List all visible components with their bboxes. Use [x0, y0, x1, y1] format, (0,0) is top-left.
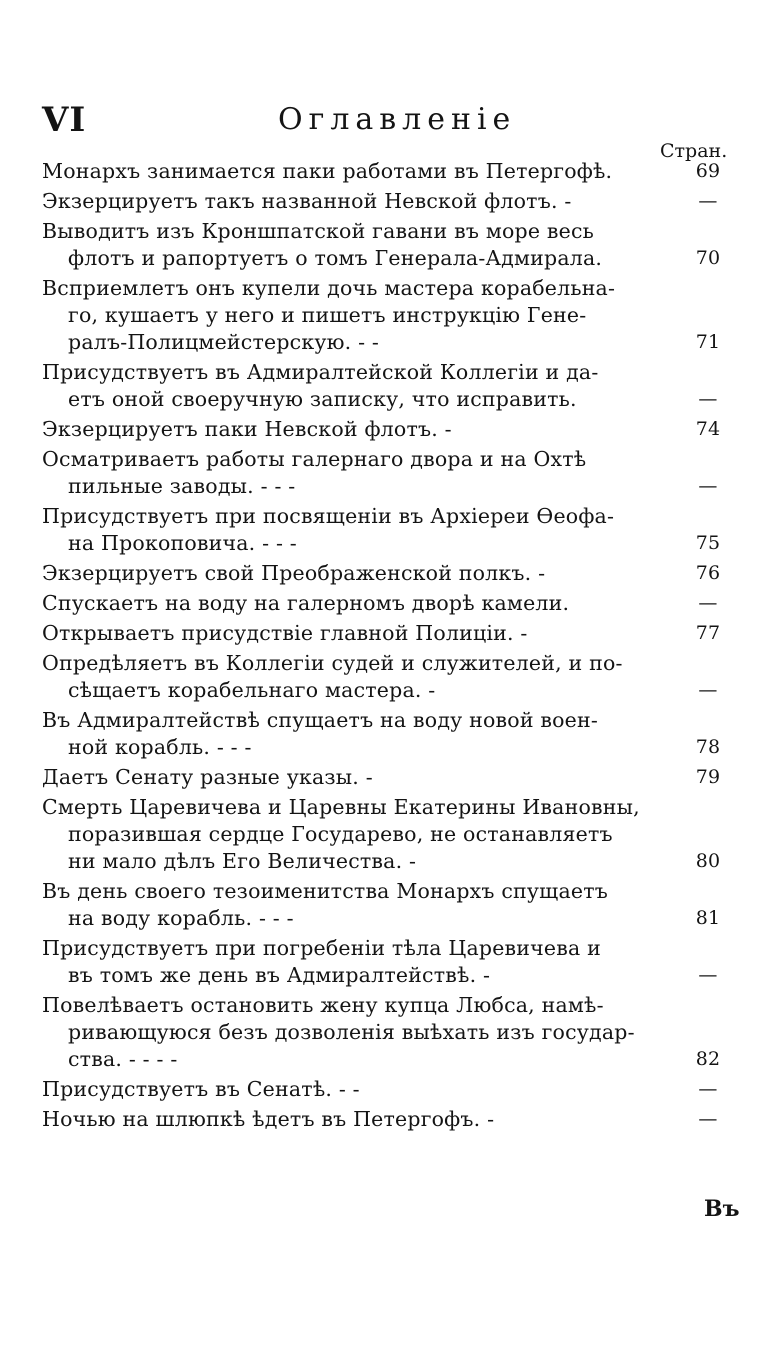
toc-entry-text-line: ни мало дѣлъ Его Величества. -	[68, 849, 417, 873]
toc-entry-text-line: ной корабль. - - -	[68, 735, 252, 759]
toc-entry-text-line: Экзерцируетъ паки Невской флотъ. -	[42, 417, 452, 441]
toc-entry-text-line: Всприемлетъ онъ купели дочь мастера корабельна-	[42, 276, 616, 300]
toc-entry	[42, 503, 734, 557]
toc-entry-page-number: 78	[695, 736, 721, 758]
toc-entry-text-line: Присудствуетъ въ Адмиралтейской Коллегіи и да-	[42, 360, 599, 384]
toc-entry-text-line: въ томъ же день въ Адмиралтействѣ. -	[68, 963, 491, 987]
toc-entry-text-line: Опредѣляетъ въ Коллегіи судей и служителей, и по-	[42, 651, 623, 675]
toc-entry-text-line: Присудствуетъ въ Сенатѣ. - -	[42, 1077, 360, 1101]
toc-entry	[42, 416, 734, 443]
toc-entry-page-number: 71	[695, 331, 721, 353]
toc-entry-page-number: 76	[695, 562, 721, 584]
toc-entry-page-number: 81	[695, 907, 721, 929]
toc-entry-text-line: Въ день своего тезоименитства Монархъ спущаетъ	[42, 879, 608, 903]
toc-entry-text-line: го, кушаетъ у него и пишетъ инструкцію Гене-	[68, 303, 587, 327]
toc-entry-text-line: ства. - - - -	[68, 1047, 178, 1071]
toc-entry	[42, 650, 734, 704]
toc-entry-page-number: 75	[695, 532, 721, 554]
toc-entry	[42, 935, 734, 989]
toc-entry-page-number: 77	[695, 622, 721, 644]
toc-entry	[42, 158, 734, 185]
catchword: Въ	[704, 1196, 740, 1222]
toc-entry	[42, 560, 734, 587]
toc-entry-text-line: Открываетъ присудствіе главной Полиціи. -	[42, 621, 528, 645]
toc-entry-text-line: Ночью на шлюпкѣ ѣдетъ въ Петергофъ. -	[42, 1107, 495, 1131]
toc-entry-text-line: Присудствуетъ при погребеніи тѣла Царевичева и	[42, 936, 601, 960]
toc-entry-page-number: —	[698, 388, 718, 410]
toc-entry-text-line: Спускаетъ на воду на галерномъ дворѣ камели.	[42, 591, 570, 615]
toc-entry-page-number: 80	[695, 850, 721, 872]
toc-entry-text-line: сѣщаетъ корабельнаго мастера. -	[68, 678, 436, 702]
toc-entry	[42, 992, 734, 1073]
page-roman-numeral: VI	[42, 100, 87, 140]
toc-entry	[42, 620, 734, 647]
toc-entry	[42, 1076, 734, 1103]
toc-entry-page-number: —	[698, 679, 718, 701]
toc-entry-page-number: 74	[695, 418, 721, 440]
toc-entry-text-line: на Прокоповича. - - -	[68, 531, 297, 555]
toc-entry	[42, 275, 734, 356]
toc-entry	[42, 446, 734, 500]
toc-entry-text-line: поразившая сердце Государево, не останавляетъ	[68, 822, 613, 846]
toc-entry-text-line: флотъ и рапортуетъ о томъ Генерала-Адмирала.	[68, 246, 603, 270]
toc-entry-page-number: 69	[695, 160, 721, 182]
toc-entry-text-line: ривающуюся безъ дозволенія выѣхать изъ государ-	[68, 1020, 635, 1044]
toc-entry-text-line: Даетъ Сенату разные указы. -	[42, 765, 373, 789]
page-column-header: Стран.	[660, 140, 728, 162]
toc-entry-page-number: —	[698, 475, 718, 497]
toc-entry-text-line: Монархъ занимается паки работами въ Петергофѣ.	[42, 159, 613, 183]
toc-entry	[42, 707, 734, 761]
toc-entry-page-number: 82	[695, 1048, 721, 1070]
toc-entry-text-line: на воду корабль. - - -	[68, 906, 294, 930]
toc-entry-page-number: —	[698, 1078, 718, 1100]
toc-entry	[42, 359, 734, 413]
toc-entry-text-line: Повелѣваетъ остановить жену купца Любса, намѣ-	[42, 993, 604, 1017]
toc-entry-text-line: Осматриваетъ работы галернаго двора и на Охтѣ	[42, 447, 587, 471]
toc-entry	[42, 794, 734, 875]
toc-entry-page-number: —	[698, 592, 718, 614]
toc-entry	[42, 1106, 734, 1133]
toc-entry	[42, 188, 734, 215]
toc-entry-text-line: Экзерцируетъ такъ названной Невской флотъ. -	[42, 189, 572, 213]
toc-entry-text-line: Экзерцируетъ свой Преображенской полкъ. -	[42, 561, 546, 585]
toc-entry-page-number: —	[698, 1108, 718, 1130]
toc-entry-page-number: 70	[695, 247, 721, 269]
table-of-contents	[42, 158, 734, 1136]
toc-entry-page-number: 79	[695, 766, 721, 788]
toc-entry-text-line: Выводитъ изъ Кроншпатской гавани въ море весь	[42, 219, 594, 243]
toc-entry-text-line: Присудствуетъ при посвященіи въ Архіереи Ѳеофа-	[42, 504, 615, 528]
toc-entry-text-line: Смерть Царевичева и Царевны Екатерины Ивановны,	[42, 795, 640, 819]
toc-entry	[42, 878, 734, 932]
toc-entry	[42, 590, 734, 617]
toc-entry-page-number: —	[698, 964, 718, 986]
toc-entry-text-line: пильные заводы. - - -	[68, 474, 296, 498]
toc-entry-page-number: —	[698, 190, 718, 212]
toc-entry	[42, 218, 734, 272]
toc-entry-text-line: ралъ-Полицмейстерскую. - -	[68, 330, 380, 354]
page-title: Оглавленіе	[278, 102, 517, 137]
toc-entry	[42, 764, 734, 791]
toc-entry-text-line: етъ оной своеручную записку, что исправить.	[68, 387, 577, 411]
toc-entry-text-line: Въ Адмиралтействѣ спущаетъ на воду новой воен-	[42, 708, 599, 732]
